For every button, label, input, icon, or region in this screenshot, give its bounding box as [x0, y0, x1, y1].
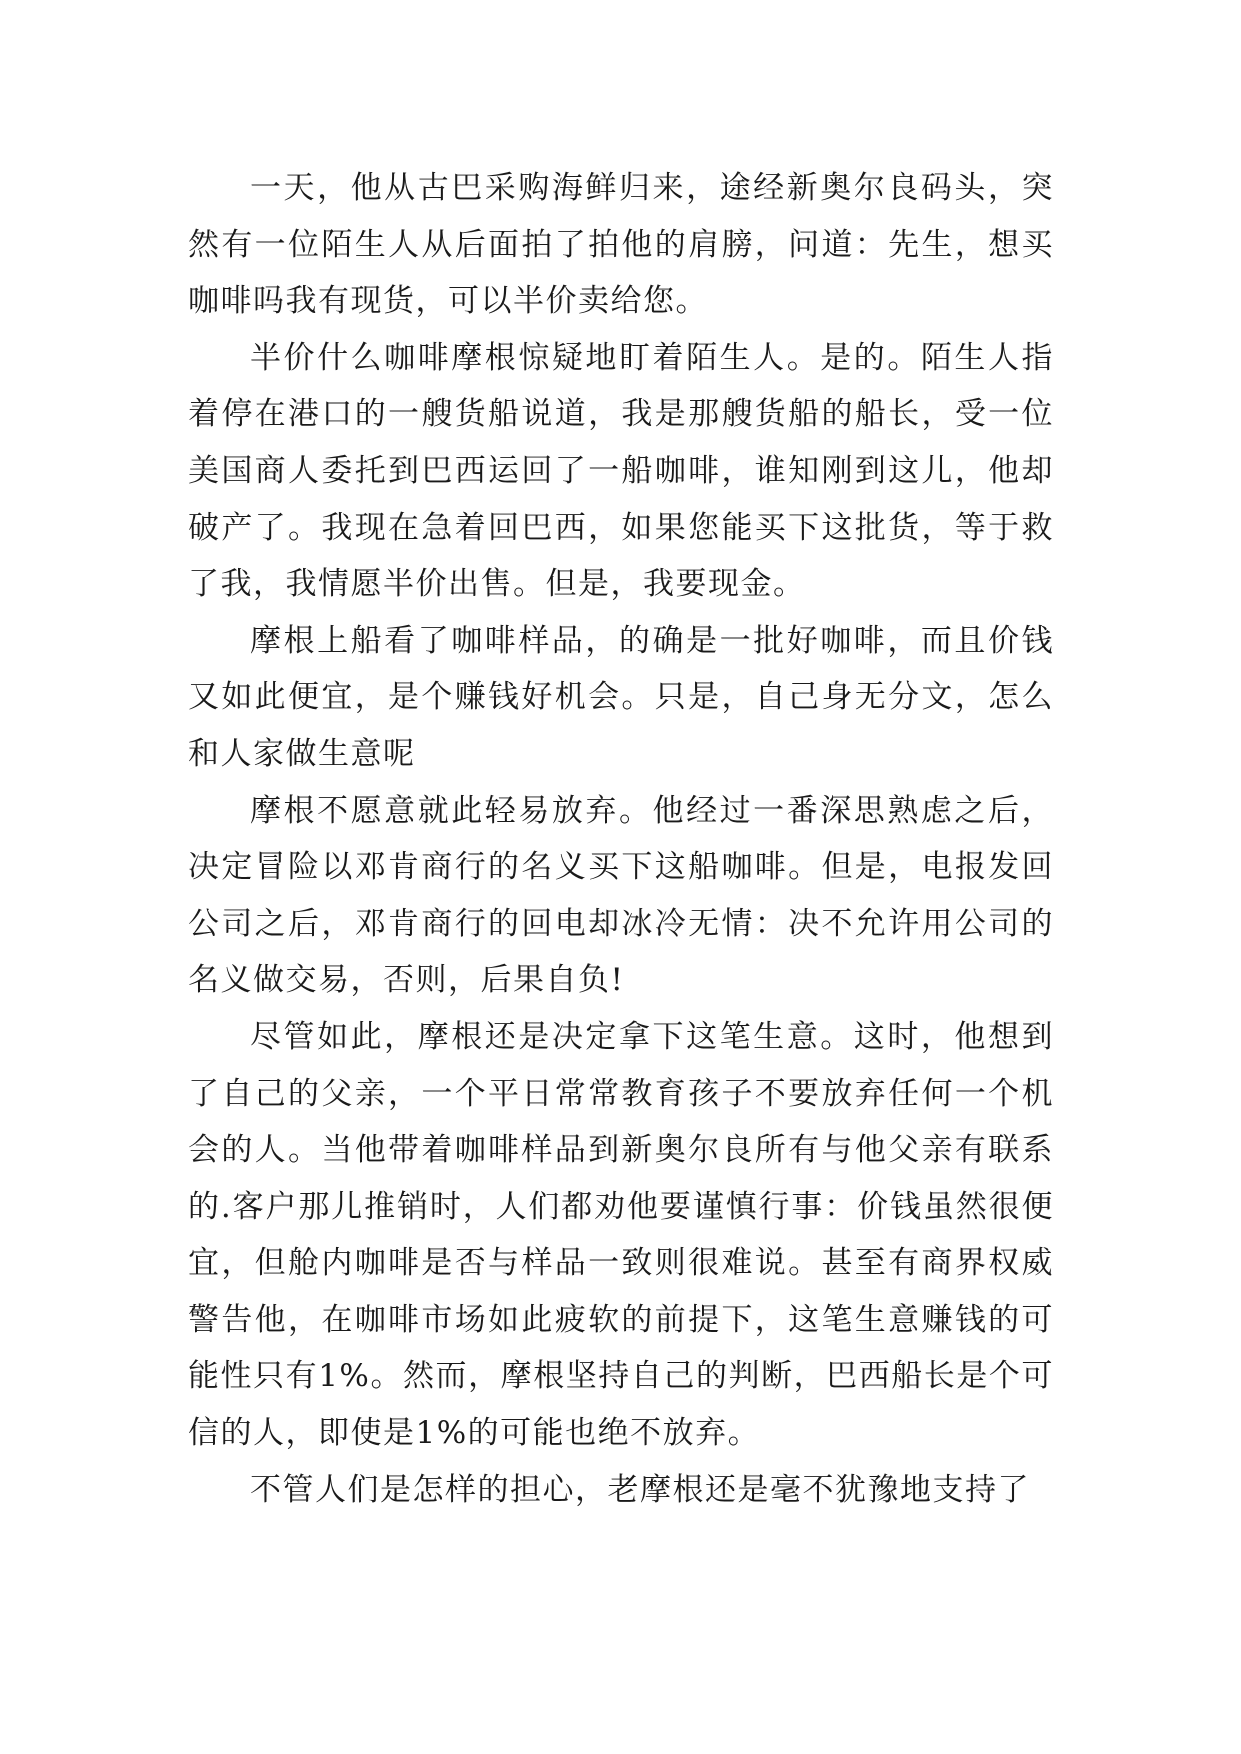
paragraph-3: 摩根上船看了咖啡样品，的确是一批好咖啡，而且价钱又如此便宜，是个赚钱好机会。只是，自己身无分文，怎么和人家做生意呢: [188, 622, 1054, 772]
paragraph-6: 不管人们是怎样的担心，老摩根还是毫不犹豫地支持了: [250, 1471, 1030, 1508]
paragraph-5: 尽管如此，摩根还是决定拿下这笔生意。这时，他想到了自己的父亲，一个平日常常教育孩子不要放弃任何一个机会的人。当他带着咖啡样品到新奥尔良所有与他父亲有联系的.客户那儿推销时，人们都劝他要谨慎行事：价钱虽然很便宜，但舱内咖啡是否与样品一致则很难说。甚至有商界权威警告他，在咖啡市场如此疲软的前提下，这笔生意赚钱的可能性只有1%。然而，摩根坚持自己的判断，巴西船长是个可信的人，即使是1%的可能也绝不放弃。: [188, 1018, 1054, 1452]
paragraph-1: 一天，他从古巴采购海鲜归来，途经新奥尔良码头，突然有一位陌生人从后面拍了拍他的肩膀，问道：先生，想买咖啡吗我有现货，可以半价卖给您。: [188, 170, 1054, 320]
body-text: [188, 160, 1054, 1518]
paragraph-2: 半价什么咖啡摩根惊疑地盯着陌生人。是的。陌生人指着停在港口的一艘货船说道，我是那艘货船的船长，受一位美国商人委托到巴西运回了一船咖啡，谁知刚到这儿，他却破产了。我现在急着回巴西，如果您能买下这批货，等于救了我，我情愿半价出售。但是，我要现金。: [188, 339, 1054, 603]
paragraph-4: 摩根不愿意就此轻易放弃。他经过一番深思熟虑之后，决定冒险以邓肯商行的名义买下这船咖啡。但是，电报发回公司之后，邓肯商行的回电却冰冷无情：决不允许用公司的名义做交易，否则，后果自负!: [188, 792, 1054, 999]
